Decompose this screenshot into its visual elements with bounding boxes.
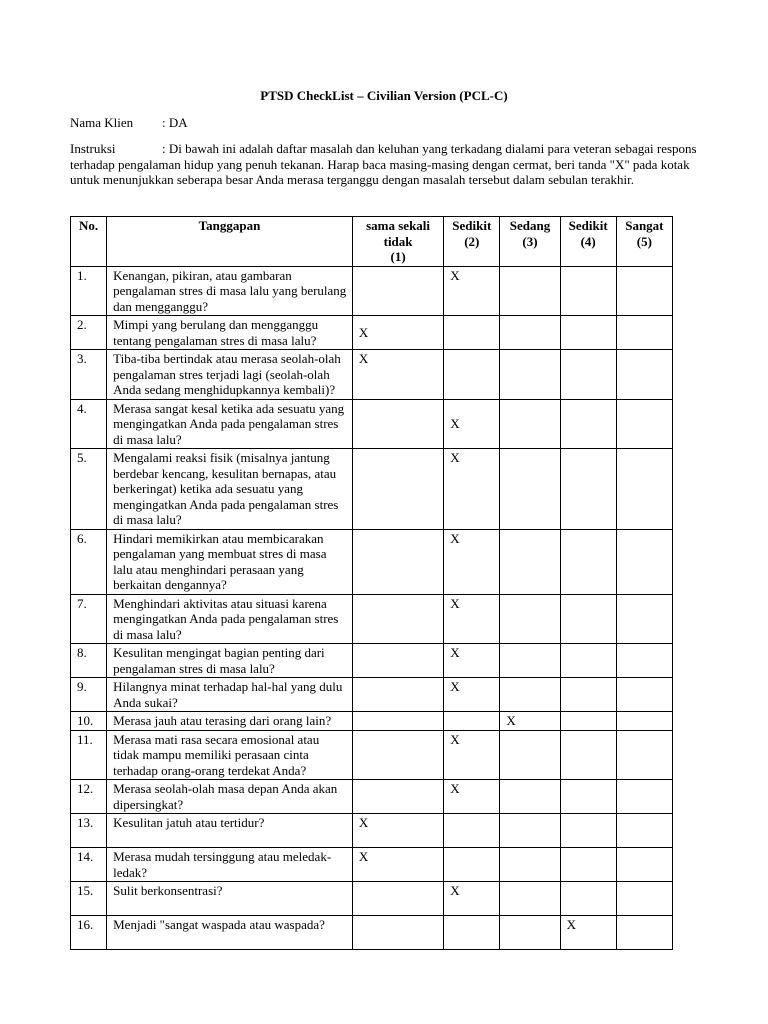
header-score-2 [444, 217, 500, 267]
table-header-row [71, 217, 673, 267]
table-row [71, 266, 673, 316]
score-cell-1[interactable] [352, 594, 443, 644]
checklist-table [70, 216, 673, 950]
client-label: Nama Klien [70, 115, 134, 130]
score-cell-5[interactable] [616, 529, 672, 594]
row-number: 12. [71, 780, 107, 814]
instructions-text: : Di bawah ini adalah daftar masalah dan keluhan yang terkadang dialami para veteran sebagai respons terhadap pengalaman hidup yang penuh tekanan. Harap baca masing-masing dengan cermat, beri tanda "X" pada kotak untuk menunjukkan seberapa besar Anda merasa terganggu dengan masalah tersebut dalam sebulan terakhir. [70, 141, 697, 187]
score-cell-3[interactable] [500, 644, 560, 678]
x-mark: X [450, 731, 460, 747]
row-response-text: Menjadi "sangat waspada atau waspada? [107, 916, 353, 950]
score-cell-5[interactable] [616, 712, 672, 731]
score-cell-5[interactable] [616, 780, 672, 814]
table-row [71, 644, 673, 678]
table-row [71, 916, 673, 950]
row-number: 1. [71, 266, 107, 316]
score-cell-5[interactable] [616, 644, 672, 678]
x-mark: X [450, 267, 460, 283]
score-cell-4[interactable] [560, 399, 616, 449]
row-response-text: Kesulitan mengingat bagian penting dari pengalaman stres di masa lalu? [107, 644, 353, 678]
score-cell-2[interactable] [444, 780, 500, 814]
score-cell-4[interactable] [560, 529, 616, 594]
score-cell-1[interactable] [352, 730, 443, 780]
row-number: 3. [71, 350, 107, 400]
client-value: : DA [162, 115, 188, 130]
score-cell-5[interactable] [616, 449, 672, 530]
score-cell-3[interactable] [500, 780, 560, 814]
score-cell-1[interactable] [352, 848, 443, 882]
score-cell-1[interactable] [352, 780, 443, 814]
header-score-4-line: Sedikit [568, 218, 608, 233]
row-response-text: Menghindari aktivitas atau situasi karena mengingatkan Anda pada pengalaman stres di masa lalu? [107, 594, 353, 644]
score-cell-1[interactable] [352, 266, 443, 316]
client-row [70, 115, 188, 131]
row-number: 6. [71, 529, 107, 594]
score-cell-3[interactable] [500, 266, 560, 316]
x-mark: X [450, 450, 460, 465]
row-number: 2. [71, 316, 107, 350]
table-row [71, 594, 673, 644]
score-cell-1[interactable] [352, 316, 443, 350]
header-score-5-line: (5) [636, 233, 652, 249]
score-cell-2[interactable] [444, 916, 500, 950]
score-cell-1[interactable] [352, 916, 443, 950]
score-cell-5[interactable] [616, 594, 672, 644]
header-score-3-line: (3) [522, 233, 538, 249]
score-cell-3[interactable] [500, 449, 560, 530]
row-response-text: Mimpi yang berulang dan mengganggu tentang pengalaman stres di masa lalu? [107, 316, 353, 350]
table-row [71, 848, 673, 882]
x-mark: X [506, 713, 516, 728]
score-cell-4[interactable] [560, 916, 616, 950]
score-cell-2[interactable] [444, 814, 500, 848]
header-score-3 [500, 217, 560, 267]
score-cell-1[interactable] [352, 399, 443, 449]
row-response-text: Tiba-tiba bertindak atau merasa seolah-olah pengalaman stres terjadi lagi (seolah-olah Anda sedang menghidupkannya kembali)? [107, 350, 353, 400]
score-cell-5[interactable] [616, 882, 672, 916]
row-number: 4. [71, 399, 107, 449]
table-row [71, 814, 673, 848]
page-title: PTSD CheckList – Civilian Version (PCL-C) [260, 88, 508, 103]
x-mark: X [358, 815, 369, 830]
table-row [71, 316, 673, 350]
row-number: 5. [71, 449, 107, 530]
x-mark: X [358, 849, 369, 864]
score-cell-4[interactable] [560, 266, 616, 316]
header-score-4 [560, 217, 616, 267]
header-score-2-line: (2) [464, 233, 480, 249]
score-cell-4[interactable] [560, 350, 616, 400]
row-number: 7. [71, 594, 107, 644]
score-cell-3[interactable] [500, 594, 560, 644]
x-mark: X [450, 530, 460, 546]
row-number: 14. [71, 848, 107, 882]
table-row [71, 399, 673, 449]
score-cell-5[interactable] [616, 814, 672, 848]
row-number: 10. [71, 712, 107, 731]
x-mark: X [358, 351, 369, 366]
score-cell-2[interactable] [444, 449, 500, 530]
score-cell-2[interactable] [444, 350, 500, 400]
score-cell-2[interactable] [444, 594, 500, 644]
score-cell-4[interactable] [560, 712, 616, 731]
row-response-text: Kenangan, pikiran, atau gambaran pengalaman stres di masa lalu yang berulang dan mengganggu? [107, 266, 353, 316]
row-number: 8. [71, 644, 107, 678]
score-cell-3[interactable] [500, 916, 560, 950]
score-cell-3[interactable] [500, 730, 560, 780]
table-row [71, 882, 673, 916]
score-cell-1[interactable] [352, 350, 443, 400]
score-cell-4[interactable] [560, 594, 616, 644]
row-number: 11. [71, 730, 107, 780]
score-cell-3[interactable] [500, 712, 560, 731]
header-score-1-line: (1) [390, 249, 406, 264]
row-response-text: Merasa seolah-olah masa depan Anda akan dipersingkat? [107, 780, 353, 814]
row-response-text: Hilangnya minat terhadap hal-hal yang dulu Anda sukai? [107, 678, 353, 712]
header-score-1-line: tidak [383, 233, 413, 249]
score-cell-3[interactable] [500, 814, 560, 848]
score-cell-4[interactable] [560, 780, 616, 814]
x-mark: X [358, 324, 369, 340]
header-score-1-line: sama sekali [366, 218, 431, 233]
row-response-text: Kesulitan jatuh atau tertidur? [107, 814, 353, 848]
score-cell-3[interactable] [500, 678, 560, 712]
row-response-text: Merasa mudah tersinggung atau meledak-ledak? [107, 848, 353, 882]
score-cell-2[interactable] [444, 316, 500, 350]
row-response-text: Sulit berkonsentrasi? [107, 882, 353, 916]
score-cell-3[interactable] [500, 882, 560, 916]
header-score-1 [352, 217, 443, 267]
row-response-text: Merasa sangat kesal ketika ada sesuatu yang mengingatkan Anda pada pengalaman stres di masa lalu? [107, 399, 353, 449]
row-number: 9. [71, 678, 107, 712]
score-cell-4[interactable] [560, 730, 616, 780]
score-cell-2[interactable] [444, 712, 500, 731]
row-number: 13. [71, 814, 107, 848]
header-score-5 [616, 217, 672, 267]
score-cell-2[interactable] [444, 399, 500, 449]
table-row [71, 449, 673, 530]
score-cell-5[interactable] [616, 730, 672, 780]
row-response-text: Mengalami reaksi fisik (misalnya jantung berdebar kencang, kesulitan bernapas, atau berkeringat) ketika ada sesuatu yang mengingatkan Anda pada pengalaman stres di masa lalu? [107, 449, 353, 530]
row-number: 16. [71, 916, 107, 950]
x-mark: X [450, 883, 460, 898]
table-row [71, 780, 673, 814]
score-cell-3[interactable] [500, 848, 560, 882]
score-cell-3[interactable] [500, 529, 560, 594]
score-cell-4[interactable] [560, 882, 616, 916]
x-mark: X [450, 645, 460, 660]
table-row [71, 529, 673, 594]
score-cell-2[interactable] [444, 266, 500, 316]
checklist-body [71, 266, 673, 950]
row-response-text: Merasa mati rasa secara emosional atau tidak mampu memiliki perasaan cinta terhadap orang-orang terdekat Anda? [107, 730, 353, 780]
table-row [71, 350, 673, 400]
x-mark: X [450, 679, 460, 694]
table-row [71, 712, 673, 731]
x-mark: X [450, 781, 460, 796]
score-cell-5[interactable] [616, 316, 672, 350]
score-cell-5[interactable] [616, 399, 672, 449]
score-cell-1[interactable] [352, 678, 443, 712]
instructions-paragraph [70, 141, 700, 188]
score-cell-1[interactable] [352, 814, 443, 848]
header-score-2-line: Sedikit [452, 218, 492, 233]
x-mark: X [450, 416, 460, 431]
score-cell-4[interactable] [560, 449, 616, 530]
score-cell-4[interactable] [560, 848, 616, 882]
score-cell-4[interactable] [560, 644, 616, 678]
x-mark: X [566, 917, 576, 932]
table-row [71, 730, 673, 780]
score-cell-4[interactable] [560, 814, 616, 848]
header-score-3-line: Sedang [509, 218, 551, 233]
score-cell-2[interactable] [444, 678, 500, 712]
score-cell-1[interactable] [352, 449, 443, 530]
row-number: 15. [71, 882, 107, 916]
header-score-5-line: Sangat [625, 218, 664, 233]
score-cell-1[interactable] [352, 882, 443, 916]
score-cell-4[interactable] [560, 678, 616, 712]
score-cell-2[interactable] [444, 730, 500, 780]
score-cell-1[interactable] [352, 529, 443, 594]
score-cell-4[interactable] [560, 316, 616, 350]
header-score-4-line: (4) [580, 233, 596, 249]
score-cell-3[interactable] [500, 350, 560, 400]
score-cell-5[interactable] [616, 266, 672, 316]
score-cell-3[interactable] [500, 316, 560, 350]
score-cell-1[interactable] [352, 644, 443, 678]
header-response: Tanggapan [107, 217, 353, 267]
score-cell-5[interactable] [616, 678, 672, 712]
score-cell-2[interactable] [444, 529, 500, 594]
score-cell-3[interactable] [500, 399, 560, 449]
row-response-text: Merasa jauh atau terasing dari orang lain? [107, 712, 353, 731]
table-row [71, 678, 673, 712]
row-response-text: Hindari memikirkan atau membicarakan pengalaman yang membuat stres di masa lalu atau menghindari perasaan yang berkaitan dengannya? [107, 529, 353, 594]
score-cell-5[interactable] [616, 916, 672, 950]
score-cell-1[interactable] [352, 712, 443, 731]
score-cell-5[interactable] [616, 848, 672, 882]
score-cell-2[interactable] [444, 848, 500, 882]
score-cell-2[interactable] [444, 644, 500, 678]
score-cell-5[interactable] [616, 350, 672, 400]
header-no: No. [71, 217, 107, 267]
instructions-label: Instruksi [70, 141, 116, 156]
x-mark: X [450, 595, 460, 611]
score-cell-2[interactable] [444, 882, 500, 916]
